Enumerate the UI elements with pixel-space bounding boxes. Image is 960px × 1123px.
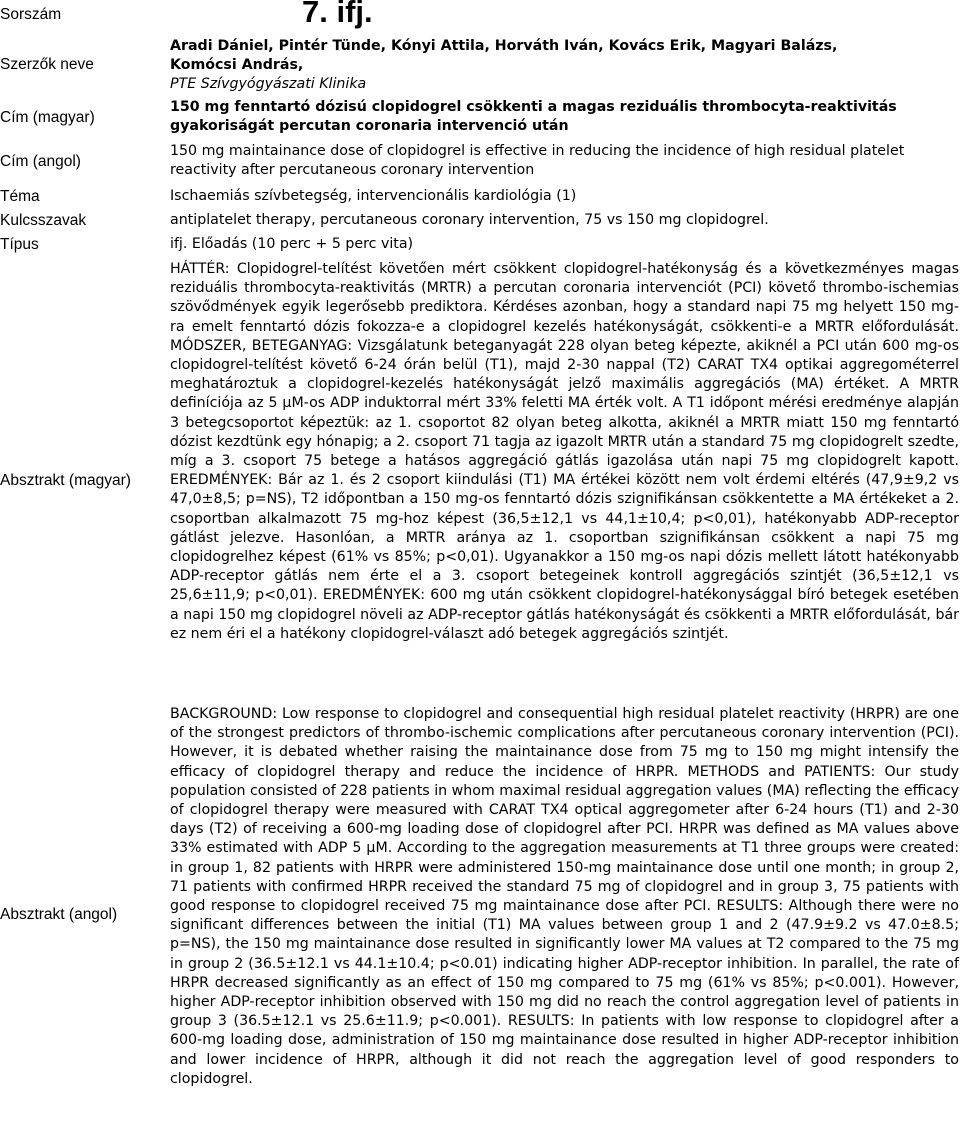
title-en: 150 mg maintainance dose of clopidogrel is effective in reducing the incidence of high residual platelet reactivity after percutaneous coronary intervention	[170, 143, 905, 179]
keywords: antiplatelet therapy, percutaneous coronary intervention, 75 vs 150 mg clopidogrel.	[170, 212, 769, 228]
abstract-hu: HÁTTÉR: Clopidogrel-telítést követően mért csökkent clopidogrel-hatékonyság és a következményes magas reziduális thrombocyta-reaktivitás (MRTR) a percutan coronaria intervenciót (PCI) követő thrombo-ischemias szövődmények egyik legerősebb prediktora. Kérdéses azonban, hogy a standard napi 75 mg helyett 150 mg-ra emelt fenntartó dózis fokozza-e a clopidogrel kezelés hatékonyságát, csökkenti-e a MRTR előfordulását. MÓDSZER, BETEGANYAG: Vizsgálatunk beteganyagát 228 olyan beteg képezte, akiknél a PCI után 600 mg-os clopidogrel-telítést követő 6-24 órán belül (T1), majd 2-30 nappal (T2) CARAT TX4 optikai aggregométerrel meghatároztuk a clopidogrel-kezelés hatékonyságát jelző maximális aggregációs (MA) értéket. A MRTR definíciója az 5 μM-os ADP induktorral mért 33% feletti MA érték volt. A T1 időpont mérési eredménye alapján 3 betegcsoportot képeztük: az 1. csoportot 82 olyan beteg alkotta, akiknél a MRTR miatt 150 mg fenntartó dózist kezdtünk egy hónapig; a 2. csoport 71 tagja az igazolt MRTR után a standard 75 mg clopidogrelt szedte, míg a 3. csoport 75 betege a hatásos aggregáció gátlás igazolása után napi 75 mg clopidogrelt kapott. EREDMÉNYEK: Bár az 1. és 2 csoport kiindulási (T1) MA értékei között nem volt érdemi eltérés (47,9±9,2 vs 47,0±8,5; p=NS), T2 időpontban a 150 mg-os fenntartó dózis szignifikánsan csökkentette a MA értékeket a 2. csoportban alkalmazott 75 mg-hoz képest (36,5±12,1 vs 44,1±10,4; p<0,01), hatékonyabb ADP-receptor gátlást jelezve. Hasonlóan, a MRTR aránya az 1. csoportban szignifikánsan csökkent a napi 75 mg clopidogrelhez képest (61% vs 85%; p<0,01). Ugyanakkor a 150 mg-os napi dózis mellett látott hatékonyabb ADP-receptor gátlás nem érte el a 3. csoport betegeinek kontroll aggregációs szintjét (36,5±12,1 vs 25,6±11,9; p<0,01). EREDMÉNYEK: 600 mg után csökkent clopidogrel-hatékonysággal bíró betegek esetében a napi 150 mg clopidogrel növeli az ADP-receptor gátlás hatékonyságát és csökkenti a MRTR előfordulását, bár ez nem éri el a hatékony clopidogrel-választ adó betegek aggregációs szintjét.	[170, 261, 959, 642]
authors-line-1: Aradi Dániel, Pintér Tünde, Kónyi Attila, Horváth Iván, Kovács Erik, Magyari Balázs,	[170, 38, 838, 54]
institution: PTE Szívgyógyászati Klinika	[170, 76, 367, 93]
presentation-type: ifj. Előadás (10 perc + 5 perc vita)	[170, 236, 414, 252]
abstract-en: BACKGROUND: Low response to clopidogrel and consequential high residual platelet reactivity (HRPR) are one of the strongest predictors of thrombo-ischemic complications after percutaneous coronary intervention (PCI). However, it is debated whether raising the maintainance dose from 75 mg to 150 mg might intensify the efficacy of clopidogrel therapy and reduce the incidence of HRPR. METHODS and PATIENTS: Our study population consisted of 228 patients in whom maximal residual aggregation values (MA) reflecting the efficacy of clopidogrel therapy were measured with CARAT TX4 optical aggregometer after 6-24 hours (T1) and 2-30 days (T2) of receiving a 600-mg loading dose of clopidogrel after PCI. HRPR was defined as MA values above 33% estimated with ADP 5 μM. According to the aggregation measurements at T1 three groups were created: in group 1, 82 patients with HRPR were administered 150-mg maintainance dose until one month; in group 2, 71 patients with confirmed HRPR received the standard 75 mg of clopidogrel and in group 3, 75 patients with good response to clopidogrel received 75 mg maintainance dose after PCI. RESULTS: Although there were no significant differences between the initial (T1) MA values between group 1 and 2 (47.9±9.2 vs 47.0±8.5; p=NS), the 150 mg maintainance dose resulted in significantly lower MA values at T2 compared to the 75 mg in group 2 (36.5±12.1 vs 44.1±10.4; p<0.01) indicating higher ADP-receptor inhibition. In parallel, the rate of HRPR decreased significantly as an effect of 150 mg compared to 75 mg (61% vs 85%; p<0.001). However, higher ADP-receptor inhibition observed with 150 mg did no reach the control aggregation level of patients in group 3 (36.5±12.1 vs 25.6±11.9; p<0.001). RESULTS: In patients with low response to clopidogrel after a 600-mg loading dose, administration of 150 mg maintainance dose resulted in higher ADP-receptor inhibition and lower incidence of HRPR, although it did not reach the aggregation level of good responders to clopidogrel.	[170, 706, 959, 1087]
label-abstract-en: Absztrakt (angol)	[0, 906, 118, 923]
title-hu: 150 mg fenntartó dózisú clopidogrel csökkenti a magas reziduális thrombocyta-reaktivitás gyakoriságát percutan coronaria intervenció után	[170, 99, 897, 135]
label-title-hu: Cím (magyar)	[0, 109, 95, 126]
record-number: 7. ifj.	[302, 0, 373, 29]
label-abstract-hu: Absztrakt (magyar)	[0, 472, 131, 489]
topic: Ischaemiás szívbetegség, intervencionális kardiológia (1)	[170, 188, 577, 204]
authors-line-2: Komócsi András,	[170, 57, 304, 74]
label-topic: Téma	[0, 188, 40, 205]
label-title-en: Cím (angol)	[0, 153, 81, 170]
label-sorszam: Sorszám	[0, 6, 62, 23]
label-authors: Szerzők neve	[0, 56, 94, 73]
label-keywords: Kulcsszavak	[0, 212, 87, 229]
label-type: Típus	[0, 236, 39, 253]
authors	[170, 37, 959, 95]
